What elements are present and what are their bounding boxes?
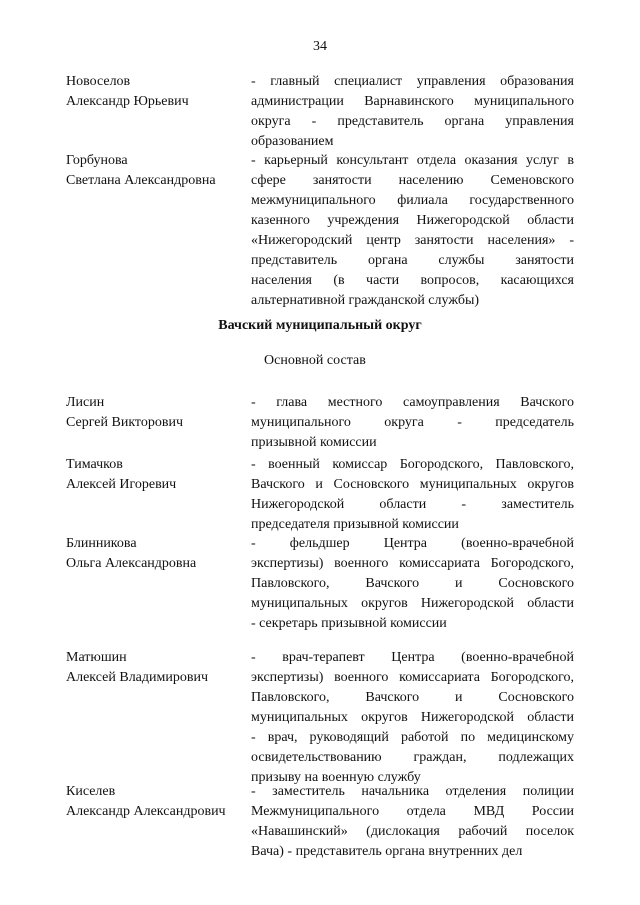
position-line: призыву на военную службу bbox=[251, 770, 421, 785]
member-position bbox=[251, 151, 574, 311]
member-name bbox=[66, 782, 244, 822]
position-line: межмуниципального филиала государственного bbox=[251, 193, 574, 208]
member-given-names: Алексей Игоревич bbox=[66, 477, 177, 492]
member-position bbox=[251, 648, 574, 788]
position-line: муниципального округа - председатель bbox=[251, 415, 574, 430]
position-line: альтернативной гражданской службы) bbox=[251, 293, 480, 308]
position-line: казенного учреждения Нижегородской области bbox=[251, 213, 574, 228]
position-line: - карьерный консультант отдела оказания услуг в bbox=[251, 153, 574, 168]
position-line: экспертизы) военного комиссариата Богородского, bbox=[251, 670, 574, 685]
member-given-names: Алексей Владимирович bbox=[66, 670, 209, 685]
page-number: 34 bbox=[313, 39, 327, 54]
position-line: администрации Варнавинского муниципального bbox=[251, 94, 574, 109]
member-surname: Киселев bbox=[66, 784, 116, 799]
position-line: муниципальных округов Нижегородской области bbox=[251, 596, 574, 611]
member-name bbox=[66, 534, 244, 574]
position-line: Вача) - представитель органа внутренних дел bbox=[251, 844, 523, 859]
position-line: - секретарь призывной комиссии bbox=[251, 616, 447, 631]
member-surname: Блинникова bbox=[66, 536, 137, 551]
position-line: Вачского и Сосновского муниципальных округов bbox=[251, 477, 574, 492]
position-line: сфере занятости населению Семеновского bbox=[251, 173, 574, 188]
member-given-names: Александр Александрович bbox=[66, 804, 226, 819]
position-line: Нижегородской области - заместитель bbox=[251, 497, 574, 512]
position-line: - заместитель начальника отделения полиции bbox=[251, 784, 574, 799]
member-surname: Тимачков bbox=[66, 457, 123, 472]
member-given-names: Светлана Александровна bbox=[66, 173, 216, 188]
position-line: образованием bbox=[251, 134, 334, 149]
member-position bbox=[251, 393, 574, 453]
position-line: Межмуниципального отдела МВД России bbox=[251, 804, 574, 819]
position-line: председателя призывной комиссии bbox=[251, 517, 459, 532]
member-position bbox=[251, 782, 574, 862]
position-line: Павловского, Вачского и Сосновского bbox=[251, 576, 574, 591]
position-line: - врач-терапевт Центра (военно-врачебной bbox=[251, 650, 574, 665]
position-line: - врач, руководящий работой по медицинскому bbox=[251, 730, 574, 745]
position-line: округа - представитель органа управления bbox=[251, 114, 574, 129]
position-line: - глава местного самоуправления Вачского bbox=[251, 395, 574, 410]
position-line: Павловского, Вачского и Сосновского bbox=[251, 690, 574, 705]
member-name bbox=[66, 455, 244, 495]
member-name bbox=[66, 72, 244, 112]
position-line: представитель органа службы занятости bbox=[251, 253, 574, 268]
member-surname: Горбунова bbox=[66, 153, 128, 168]
member-given-names: Сергей Викторович bbox=[66, 415, 184, 430]
member-name bbox=[66, 648, 244, 688]
member-given-names: Ольга Александровна bbox=[66, 556, 197, 571]
position-line: - военный комиссар Богородского, Павловского, bbox=[251, 457, 574, 472]
position-line: - фельдшер Центра (военно-врачебной bbox=[251, 536, 574, 551]
member-name bbox=[66, 393, 244, 433]
member-position bbox=[251, 455, 574, 535]
member-surname: Матюшин bbox=[66, 650, 127, 665]
position-line: освидетельствованию граждан, подлежащих bbox=[251, 750, 574, 765]
section-title: Вачский муниципальный округ bbox=[218, 318, 422, 333]
member-name bbox=[66, 151, 244, 191]
subsection-title: Основной состав bbox=[264, 353, 366, 368]
position-line: населения (в части вопросов, касающихся bbox=[251, 273, 574, 288]
position-line: «Нижегородский центр занятости населения» - bbox=[251, 233, 574, 248]
member-position bbox=[251, 534, 574, 634]
position-line: экспертизы) военного комиссариата Богородского, bbox=[251, 556, 574, 571]
member-surname: Лисин bbox=[66, 395, 105, 410]
position-line: «Навашинский» (дислокация рабочий поселок bbox=[251, 824, 574, 839]
position-line: муниципальных округов Нижегородской области bbox=[251, 710, 574, 725]
position-line: призывной комиссии bbox=[251, 435, 377, 450]
position-line: - главный специалист управления образования bbox=[251, 74, 574, 89]
member-given-names: Александр Юрьевич bbox=[66, 94, 189, 109]
member-position bbox=[251, 72, 574, 152]
member-surname: Новоселов bbox=[66, 74, 131, 89]
